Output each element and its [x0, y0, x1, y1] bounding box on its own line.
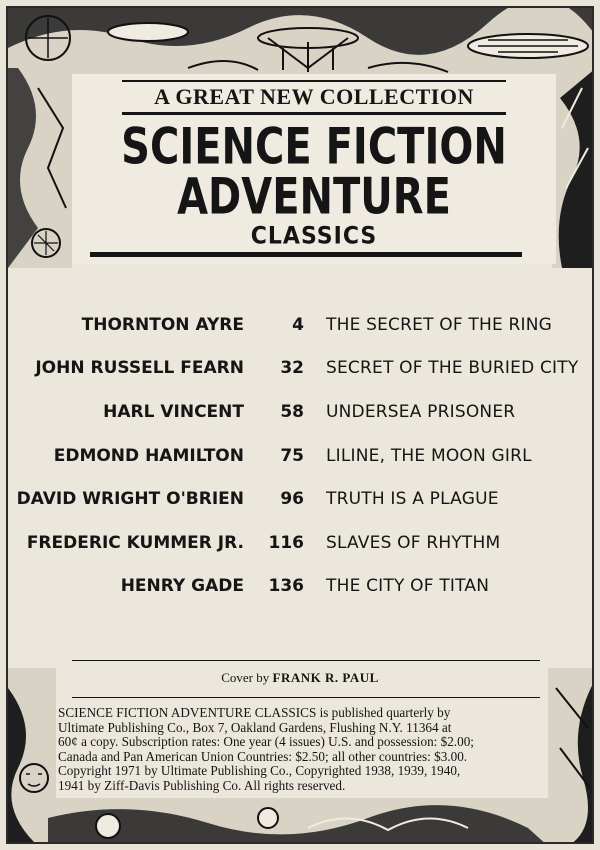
- toc-row: [0, 486, 600, 516]
- toc-author: THORNTON AYRE: [81, 315, 244, 335]
- toc-row: [0, 443, 600, 473]
- masthead-bottom-rule: [90, 252, 522, 257]
- collection-kicker: A GREAT NEW COLLECTION: [154, 84, 474, 109]
- notice-line: 60¢ a copy. Subscription rates: One year (4 issues) U.S. and possession: $2.00;: [58, 734, 474, 750]
- cover-top-rule: [72, 660, 540, 661]
- toc-author: HARL VINCENT: [103, 402, 244, 422]
- kicker-rule: [122, 112, 506, 115]
- toc-row: [0, 530, 600, 560]
- toc-row: [0, 573, 600, 603]
- toc-page-number: 116: [268, 533, 304, 553]
- toc-author: DAVID WRIGHT O'BRIEN: [16, 489, 244, 509]
- toc-page-number: 96: [280, 489, 304, 509]
- toc-page-number: 136: [268, 576, 304, 596]
- notice-line: Canada and Pan American Union Countries: $2.50; all other countries: $3.00.: [58, 748, 468, 764]
- toc-story-title: THE SECRET OF THE RING: [326, 315, 553, 335]
- toc-story-title: LILINE, THE MOON GIRL: [326, 446, 532, 466]
- toc-page-number: 58: [280, 402, 304, 422]
- title-line-1: SCIENCE FICTION: [121, 118, 507, 176]
- top-border-illustration: [8, 8, 594, 78]
- toc-page-number: 75: [280, 446, 304, 466]
- toc-page-number: 32: [280, 358, 304, 378]
- toc-row: [0, 312, 600, 342]
- toc-author: EDMOND HAMILTON: [53, 446, 244, 466]
- toc-story-title: SLAVES OF RHYTHM: [326, 533, 501, 553]
- masthead-top-rule: [122, 80, 506, 82]
- toc-row: [0, 355, 600, 385]
- toc-row: [0, 399, 600, 429]
- right-border-illustration: [552, 68, 594, 268]
- cover-credit-prefix: Cover by: [221, 670, 270, 685]
- toc-story-title: THE CITY OF TITAN: [326, 576, 490, 596]
- toc-story-title: TRUTH IS A PLAGUE: [326, 489, 499, 509]
- toc-author: HENRY GADE: [120, 576, 244, 596]
- notice-line: 1941 by Ziff-Davis Publishing Co. All rights reserved.: [58, 777, 346, 793]
- left-border-illustration: [8, 68, 72, 268]
- toc-story-title: SECRET OF THE BURIED CITY: [326, 358, 579, 378]
- cover-bottom-rule: [72, 697, 540, 698]
- notice-line: Copyright 1971 by Ultimate Publishing Co., Copyrighted 1938, 1939, 1940,: [58, 763, 461, 779]
- cover-artist: FRANK R. PAUL: [272, 670, 379, 685]
- masthead-panel: [72, 74, 556, 264]
- notice-line: Ultimate Publishing Co., Box 7, Oakland Gardens, Flushing N.Y. 11364 at: [58, 719, 452, 735]
- toc-story-title: UNDERSEA PRISONER: [326, 402, 516, 422]
- title-line-3: CLASSICS: [250, 222, 378, 251]
- publication-notice: [58, 706, 548, 794]
- toc-author: FREDERIC KUMMER JR.: [26, 533, 244, 553]
- cover-credit: [0, 670, 600, 686]
- title-line-2: ADVENTURE: [177, 168, 451, 226]
- toc-author: JOHN RUSSELL FEARN: [35, 358, 244, 378]
- toc-page-number: 4: [292, 315, 304, 335]
- notice-line: SCIENCE FICTION ADVENTURE CLASSICS is published quarterly by: [58, 705, 451, 720]
